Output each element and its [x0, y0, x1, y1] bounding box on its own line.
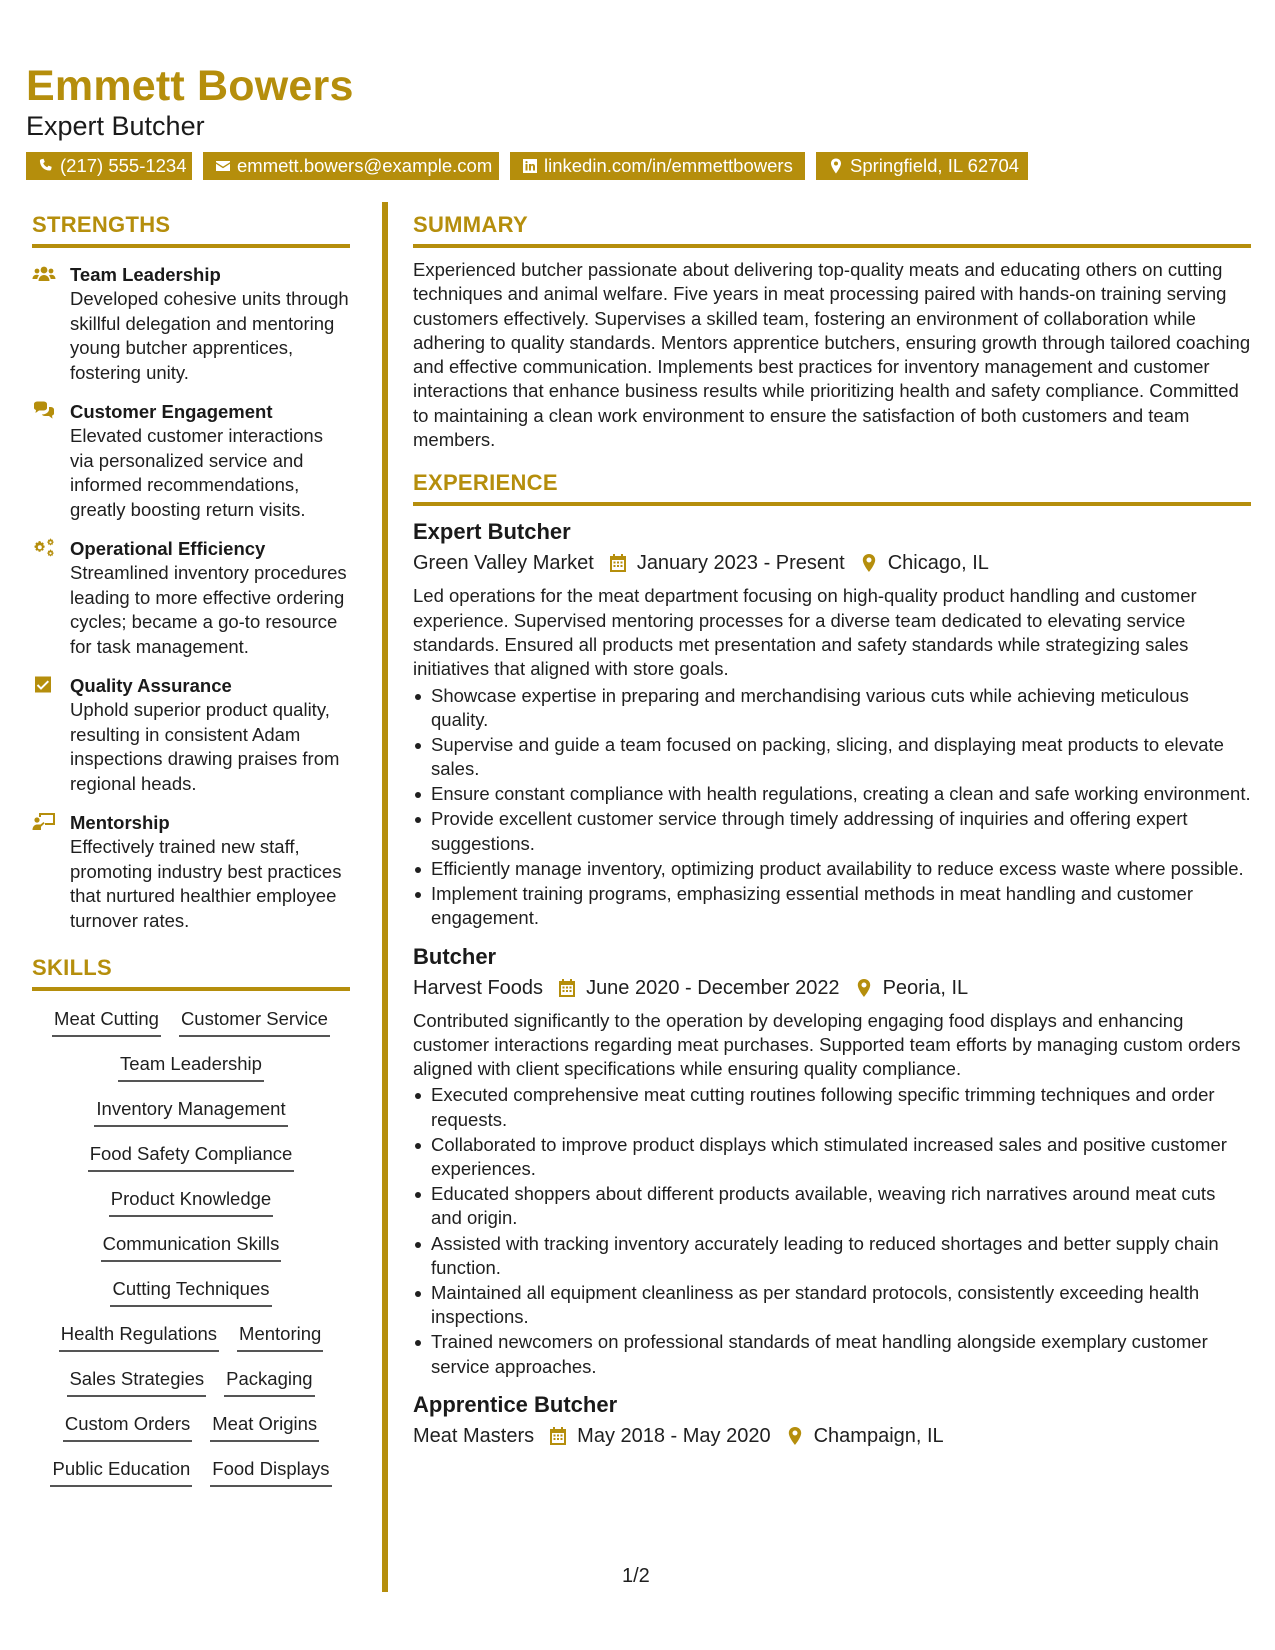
- job-title: Expert Butcher: [413, 519, 571, 545]
- skill-tag: Food Safety Compliance: [88, 1142, 295, 1172]
- calendar-icon: [608, 553, 628, 573]
- linkedin-link[interactable]: linkedin.com/in/emmettbowers: [544, 155, 793, 176]
- page-number-text: 1/2: [622, 1565, 650, 1587]
- email-link[interactable]: emmett.bowers@example.com: [237, 155, 493, 176]
- linkedin-chip[interactable]: [510, 152, 805, 180]
- location-text: Springfield, IL 62704: [850, 155, 1020, 176]
- job-company: Harvest Foods: [413, 976, 544, 999]
- bullet-item: Provide excellent customer service through timely addressing of inquiries and offering expert suggestions.: [413, 807, 1251, 856]
- strength-item: [32, 262, 350, 385]
- strength-desc: Elevated customer interactions via personalized service and informed recommendations, greatly boosting return visits.: [70, 425, 323, 520]
- job-title: Apprentice Butcher: [413, 1391, 618, 1417]
- calendar-icon: [557, 978, 577, 998]
- job-entry: [413, 518, 1251, 930]
- map-marker-icon: [785, 1426, 805, 1446]
- bullet-item: Efficiently manage inventory, optimizing product availability to reduce excess waste where possible.: [413, 857, 1251, 881]
- bullet-item: Ensure constant compliance with health regulations, creating a clean and safe working environment.: [413, 782, 1251, 806]
- phone-icon: [38, 158, 54, 174]
- bullet-item: Assisted with tracking inventory accurately leading to reduced shortages and better supply chain function.: [413, 1232, 1251, 1281]
- strength-desc: Uphold superior product quality, resulting in consistent Adam inspections drawing praises from regional heads.: [70, 699, 340, 794]
- skill-tag: Communication Skills: [101, 1232, 282, 1262]
- skill-tag: Sales Strategies: [67, 1367, 206, 1397]
- bullet-item: Trained newcomers on professional standards of meat handling alongside exemplary customer service approaches.: [413, 1330, 1251, 1379]
- location-chip: [816, 152, 1028, 180]
- skill-tag: Meat Origins: [210, 1412, 319, 1442]
- email-chip[interactable]: [203, 152, 499, 180]
- users-icon: [32, 264, 56, 284]
- bullet-item: Educated shoppers about different products available, weaving rich narratives around meat cuts and origin.: [413, 1182, 1251, 1231]
- bullet-item: Showcase expertise in preparing and merchandising various cuts while achieving meticulous quality.: [413, 684, 1251, 733]
- map-marker-icon: [854, 978, 874, 998]
- job-entry: [413, 943, 1251, 1379]
- skill-tag: Food Displays: [210, 1457, 331, 1487]
- job-description: Led operations for the meat department focusing on high-quality product handling and customer experience. Supervised mentoring processes for a diverse team dedicated to elevating service standards. Ensured all products met presentation and safety standards while strategizing sales initiatives that aligned with store goals.: [413, 585, 1197, 680]
- strength-desc: Streamlined inventory procedures leading to more effective ordering cycles; became a go-to resource for task management.: [70, 562, 347, 657]
- skill-tag: Product Knowledge: [109, 1187, 273, 1217]
- strength-item: [32, 536, 350, 659]
- skill-tag: Custom Orders: [63, 1412, 192, 1442]
- linkedin-icon: [522, 158, 538, 174]
- strengths-heading: STRENGTHS: [32, 212, 350, 248]
- skill-tag: Cutting Techniques: [110, 1277, 271, 1307]
- skill-tag: Health Regulations: [59, 1322, 219, 1352]
- map-marker-icon: [828, 158, 844, 174]
- phone-text: (217) 555-1234: [60, 155, 187, 176]
- experience-heading: EXPERIENCE: [413, 470, 1251, 506]
- job-bullets: [413, 1083, 1251, 1379]
- summary-heading: SUMMARY: [413, 212, 1251, 248]
- job-location: Chicago, IL: [887, 552, 989, 575]
- job-entry: [413, 1391, 1251, 1451]
- check-square-icon: [32, 675, 56, 695]
- candidate-name: Emmett Bowers: [26, 62, 354, 110]
- skills-list: [32, 1007, 350, 1502]
- job-dates: May 2018 - May 2020: [577, 1424, 771, 1447]
- strength-title: Operational Efficiency: [70, 538, 266, 559]
- right-column: [413, 212, 1251, 1451]
- strength-title: Customer Engagement: [70, 401, 273, 422]
- map-marker-icon: [859, 553, 879, 573]
- bullet-item: Executed comprehensive meat cutting routines following specific trimming techniques and order requests.: [413, 1083, 1251, 1132]
- job-location: Peoria, IL: [882, 976, 969, 999]
- strength-item: [32, 399, 350, 522]
- phone-chip: [26, 152, 192, 180]
- job-company: Green Valley Market: [413, 552, 594, 575]
- left-column: [32, 212, 350, 1502]
- strength-item: [32, 673, 350, 796]
- bullet-item: Supervise and guide a team focused on packing, slicing, and displaying meat products to elevate sales.: [413, 733, 1251, 782]
- job-company: Meat Masters: [413, 1424, 535, 1447]
- skill-tag: Meat Cutting: [52, 1007, 161, 1037]
- summary-text: Experienced butcher passionate about delivering top-quality meats and educating others on cutting techniques and animal welfare. Five years in meat processing paired with hands-on training serving customers effectively. Supervises a skilled team, fostering an environment of collaboration while adhering to quality standards. Mentors apprentice butchers, ensuring growth through tailored coaching and effective communication. Implements best practices for inventory management and customer interactions that enhance business results while prioritizing health and safety compliance. Committed to maintaining a clean work environment to ensure the satisfaction of both customers and team members.: [413, 259, 1251, 451]
- skill-tag: Mentoring: [237, 1322, 323, 1352]
- strength-title: Mentorship: [70, 812, 170, 833]
- envelope-icon: [215, 158, 231, 174]
- column-divider: [382, 202, 388, 1592]
- cogs-icon: [32, 538, 56, 558]
- strength-title: Team Leadership: [70, 264, 221, 285]
- skill-tag: Customer Service: [179, 1007, 330, 1037]
- skill-tag: Inventory Management: [94, 1097, 287, 1127]
- skill-tag: Public Education: [50, 1457, 192, 1487]
- job-meta: [413, 1421, 1251, 1451]
- job-meta: [413, 548, 1251, 578]
- job-dates: June 2020 - December 2022: [586, 976, 840, 999]
- strength-desc: Effectively trained new staff, promoting industry best practices that nurtured healthier employee turnover rates.: [70, 836, 342, 931]
- candidate-title: Expert Butcher: [26, 111, 205, 141]
- job-description: Contributed significantly to the operation by developing engaging food displays and enhancing customer interactions regarding meat purchases. Supported team efforts by managing custom orders aligned with client specifications while ensuring quality compliance.: [413, 1009, 1241, 1080]
- calendar-icon: [548, 1426, 568, 1446]
- comments-icon: [32, 401, 56, 421]
- strength-desc: Developed cohesive units through skillful delegation and mentoring young butcher apprentices, fostering unity.: [70, 288, 349, 383]
- job-location: Champaign, IL: [813, 1424, 944, 1447]
- bullet-item: Collaborated to improve product displays which stimulated increased sales and positive customer experiences.: [413, 1133, 1251, 1182]
- bullet-item: Implement training programs, emphasizing essential methods in meat handling and customer engagement.: [413, 882, 1251, 931]
- skill-tag: Team Leadership: [118, 1052, 264, 1082]
- job-bullets: [413, 684, 1251, 931]
- job-title: Butcher: [413, 943, 497, 969]
- strength-item: [32, 810, 350, 933]
- teacher-icon: [32, 812, 56, 832]
- job-meta: [413, 973, 1251, 1003]
- bullet-item: Maintained all equipment cleanliness as per standard protocols, consistently exceeding health inspections.: [413, 1281, 1251, 1330]
- skill-tag: Packaging: [224, 1367, 314, 1397]
- strength-title: Quality Assurance: [70, 675, 232, 696]
- job-dates: January 2023 - Present: [636, 552, 845, 575]
- skills-heading: SKILLS: [32, 955, 350, 991]
